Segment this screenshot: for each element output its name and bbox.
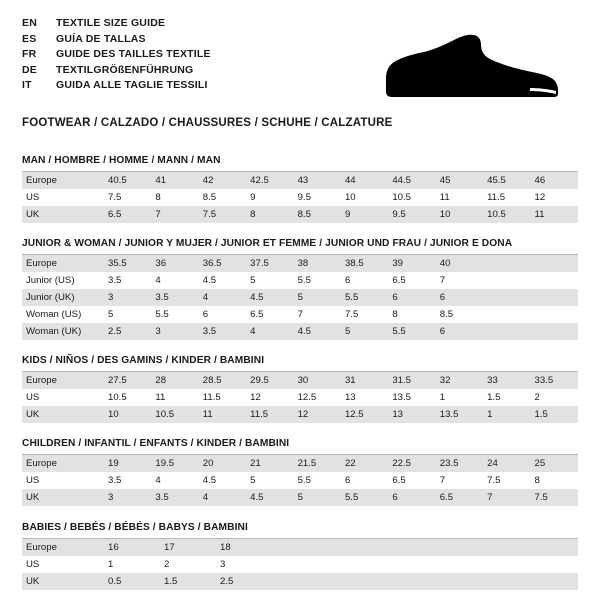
cell: 7	[483, 489, 530, 506]
row-label: US	[26, 192, 40, 203]
cell: 3.5	[199, 323, 246, 340]
row-label: Europe	[22, 372, 104, 389]
cell: 5	[250, 475, 256, 486]
cell: 1.5	[531, 406, 578, 423]
row-label: Europe	[22, 172, 104, 189]
section-children	[22, 438, 578, 506]
cell: 42	[199, 172, 246, 189]
cell: 10.5	[151, 406, 198, 423]
cell: 36.5	[199, 255, 246, 272]
dress-shoe-icon	[380, 32, 560, 103]
cell: 7	[439, 475, 446, 486]
cell: 5.5	[341, 489, 388, 506]
cell: 5	[108, 309, 114, 320]
cell: 7	[151, 206, 198, 223]
cell: 7	[297, 309, 303, 320]
cell: 4.5	[246, 489, 293, 506]
row-label: US	[26, 559, 40, 570]
cell: 11	[199, 406, 246, 423]
cell: 0.5	[104, 573, 160, 590]
cell: 13	[388, 406, 435, 423]
row-label: Europe	[22, 255, 104, 272]
document-header	[22, 16, 578, 103]
cell: 5.5	[297, 475, 311, 486]
cell: 5	[294, 489, 341, 506]
cell: 3.5	[151, 489, 198, 506]
cell: 23.5	[436, 455, 483, 472]
cell: 6	[344, 475, 351, 486]
cell: 4	[199, 489, 246, 506]
cell: 13.5	[392, 392, 412, 403]
language-row-de	[22, 63, 211, 79]
cell: 5.5	[341, 289, 388, 306]
table-row	[22, 489, 578, 506]
size-table-man	[22, 172, 578, 223]
size-table-kids	[22, 372, 578, 423]
cell: 45.5	[483, 172, 530, 189]
cell: 4	[246, 323, 293, 340]
cell: 11	[531, 206, 578, 223]
cell: 6	[388, 289, 435, 306]
row-label: UK	[22, 406, 104, 423]
cell: 4.5	[202, 475, 217, 486]
cell: 1	[439, 392, 446, 403]
cell: 6	[344, 275, 351, 286]
cell: 3.5	[151, 289, 198, 306]
cell: 5.5	[297, 275, 311, 286]
row-label: Junior (UK)	[22, 289, 104, 306]
cell: 8	[534, 475, 540, 486]
cell: 43	[294, 172, 341, 189]
cell: 5	[250, 275, 256, 286]
cell: 9.5	[297, 192, 311, 203]
table-row	[22, 255, 578, 272]
cell: 6.5	[250, 309, 264, 320]
cell: 21	[246, 455, 293, 472]
cell: 7.5	[487, 475, 501, 486]
cell: 8.5	[294, 206, 341, 223]
cell: 38.5	[341, 255, 388, 272]
row-label: US	[26, 475, 40, 486]
cell: 1	[108, 559, 114, 570]
cell: 16	[104, 539, 160, 556]
cell: 13.5	[436, 406, 483, 423]
language-row-fr	[22, 47, 211, 63]
language-code-es: ES	[22, 32, 37, 45]
table-row	[22, 306, 578, 323]
cell: 2	[164, 559, 170, 570]
cell: 6	[436, 289, 483, 306]
cell: 38	[294, 255, 341, 272]
cell: 9	[250, 192, 256, 203]
language-code-de: DE	[22, 63, 37, 76]
cell: 4	[199, 289, 246, 306]
cell: 6.5	[104, 206, 151, 223]
cell: 24	[483, 455, 530, 472]
cell: 8	[392, 309, 398, 320]
cell: 7.5	[531, 489, 578, 506]
cell: 6	[202, 309, 209, 320]
section-title-junior-woman: JUNIOR & WOMAN / JUNIOR Y MUJER / JUNIOR ET FEMME / JUNIOR UND FRAU / JUNIOR E DONA	[22, 238, 578, 255]
cell: 3	[220, 559, 226, 570]
cell: 1	[483, 406, 530, 423]
cell: 5.5	[155, 309, 169, 320]
table-row	[22, 406, 578, 423]
cell: 9.5	[388, 206, 435, 223]
size-table-children	[22, 455, 578, 506]
cell: 6	[436, 323, 483, 340]
cell: 25	[531, 455, 578, 472]
cell: 31	[341, 372, 388, 389]
language-text-de: TEXTILGRÖßENFÜHRUNG	[56, 63, 194, 76]
section-man	[22, 155, 578, 223]
language-code-en: EN	[22, 17, 37, 29]
cell: 7	[439, 275, 446, 286]
table-row	[22, 272, 578, 289]
row-label: UK	[22, 206, 104, 223]
row-label: Europe	[22, 455, 104, 472]
cell: 4	[155, 475, 161, 486]
cell: 40.5	[104, 172, 151, 189]
cell: 7.5	[199, 206, 246, 223]
cell: 36	[151, 255, 198, 272]
cell: 6.5	[392, 275, 406, 286]
section-title-kids: KIDS / NIÑOS / DES GAMINS / KINDER / BAMBINI	[22, 355, 578, 372]
cell: 18	[216, 539, 272, 556]
cell: 9	[341, 206, 388, 223]
cell: 6.5	[436, 489, 483, 506]
cell: 28	[151, 372, 198, 389]
cell: 41	[151, 172, 198, 189]
cell: 6	[388, 489, 435, 506]
cell: 4.5	[202, 275, 217, 286]
table-row	[22, 556, 578, 573]
cell: 5	[294, 289, 341, 306]
language-text-es: GUÍA DE TALLAS	[56, 32, 146, 45]
cell: 6.5	[392, 475, 406, 486]
language-code-it: IT	[22, 79, 32, 91]
language-row-en	[22, 16, 211, 32]
cell: 42.5	[246, 172, 293, 189]
cell: 22	[341, 455, 388, 472]
cell: 27.5	[104, 372, 151, 389]
table-row	[22, 539, 578, 556]
table-row	[22, 206, 578, 223]
size-table-junior-woman	[22, 255, 578, 340]
language-text-it: GUIDA ALLE TAGLIE TESSILI	[56, 79, 208, 91]
cell: 44	[341, 172, 388, 189]
language-text-en: TEXTILE SIZE GUIDE	[56, 17, 166, 29]
cell: 31.5	[388, 372, 435, 389]
cell: 5	[341, 323, 388, 340]
cell: 21.5	[294, 455, 341, 472]
section-title-children: CHILDREN / INFANTIL / ENFANTS / KINDER / BAMBINI	[22, 438, 578, 455]
language-list	[22, 16, 211, 94]
table-row	[22, 372, 578, 389]
cell: 3.5	[108, 475, 122, 486]
section-title-man: MAN / HOMBRE / HOMME / MANN / MAN	[22, 155, 578, 172]
cell: 33.5	[531, 372, 578, 389]
cell: 11	[155, 392, 166, 403]
cell: 12	[250, 392, 261, 403]
cell: 12.5	[341, 406, 388, 423]
table-row	[22, 472, 578, 489]
cell: 10.5	[108, 392, 127, 403]
cell: 10.5	[483, 206, 530, 223]
cell: 8.5	[439, 309, 454, 320]
language-text-fr: GUIDE DES TAILLES TEXTILE	[56, 48, 211, 60]
cell: 1.5	[160, 573, 216, 590]
category-title: FOOTWEAR / CALZADO / CHAUSSURES / SCHUHE / CALZATURE	[22, 117, 393, 129]
language-row-es	[22, 32, 211, 48]
section-kids	[22, 355, 578, 423]
section-junior-woman	[22, 238, 578, 340]
cell: 10	[436, 206, 483, 223]
cell: 19	[104, 455, 151, 472]
table-row	[22, 573, 578, 590]
row-label: Woman (UK)	[22, 323, 104, 340]
cell: 29.5	[246, 372, 293, 389]
table-row	[22, 455, 578, 472]
cell: 45	[436, 172, 483, 189]
cell: 11	[439, 192, 450, 203]
table-row	[22, 289, 578, 306]
cell: 19.5	[151, 455, 198, 472]
cell: 13	[344, 392, 356, 403]
cell: 5.5	[388, 323, 435, 340]
cell: 2.5	[216, 573, 272, 590]
cell: 20	[199, 455, 246, 472]
cell: 44.5	[388, 172, 435, 189]
row-label: US	[26, 392, 40, 403]
cell: 35.5	[104, 255, 151, 272]
language-code-fr: FR	[22, 48, 37, 60]
cell: 8	[246, 206, 293, 223]
cell: 46	[531, 172, 578, 189]
language-row-it	[22, 78, 211, 94]
row-label: UK	[22, 489, 104, 506]
table-row	[22, 323, 578, 340]
cell: 11.5	[487, 192, 506, 203]
section-babies	[22, 522, 578, 590]
cell: 10	[104, 406, 151, 423]
cell: 12.5	[297, 392, 317, 403]
section-title-babies: BABIES / BEBÉS / BÉBÉS / BABYS / BAMBINI	[22, 522, 578, 539]
cell: 4.5	[246, 289, 293, 306]
row-label: Junior (US)	[26, 275, 75, 286]
table-row	[22, 389, 578, 406]
cell: 8.5	[202, 192, 217, 203]
cell: 2.5	[104, 323, 151, 340]
cell: 2	[534, 392, 540, 403]
cell: 28.5	[199, 372, 246, 389]
cell: 40	[436, 255, 483, 272]
cell: 7.5	[344, 309, 359, 320]
row-label: Woman (US)	[26, 309, 82, 320]
cell: 17	[160, 539, 216, 556]
row-label: Europe	[22, 539, 104, 556]
cell: 10.5	[392, 192, 412, 203]
cell: 22.5	[388, 455, 435, 472]
cell: 12	[294, 406, 341, 423]
cell: 3.5	[108, 275, 122, 286]
cell: 32	[436, 372, 483, 389]
row-label: UK	[22, 573, 104, 590]
cell: 11.5	[246, 406, 293, 423]
cell: 11.5	[202, 392, 221, 403]
table-row	[22, 172, 578, 189]
cell: 33	[483, 372, 530, 389]
cell: 3	[151, 323, 198, 340]
cell: 3	[104, 489, 151, 506]
cell: 7.5	[108, 192, 122, 203]
cell: 1.5	[487, 392, 501, 403]
cell: 8	[155, 192, 161, 203]
cell: 39	[388, 255, 435, 272]
cell: 30	[294, 372, 341, 389]
cell: 4.5	[294, 323, 341, 340]
table-row	[22, 189, 578, 206]
cell: 37.5	[246, 255, 293, 272]
size-table-babies	[22, 539, 578, 590]
cell: 4	[155, 275, 161, 286]
cell: 12	[534, 192, 546, 203]
cell: 3	[104, 289, 151, 306]
cell: 10	[344, 192, 356, 203]
